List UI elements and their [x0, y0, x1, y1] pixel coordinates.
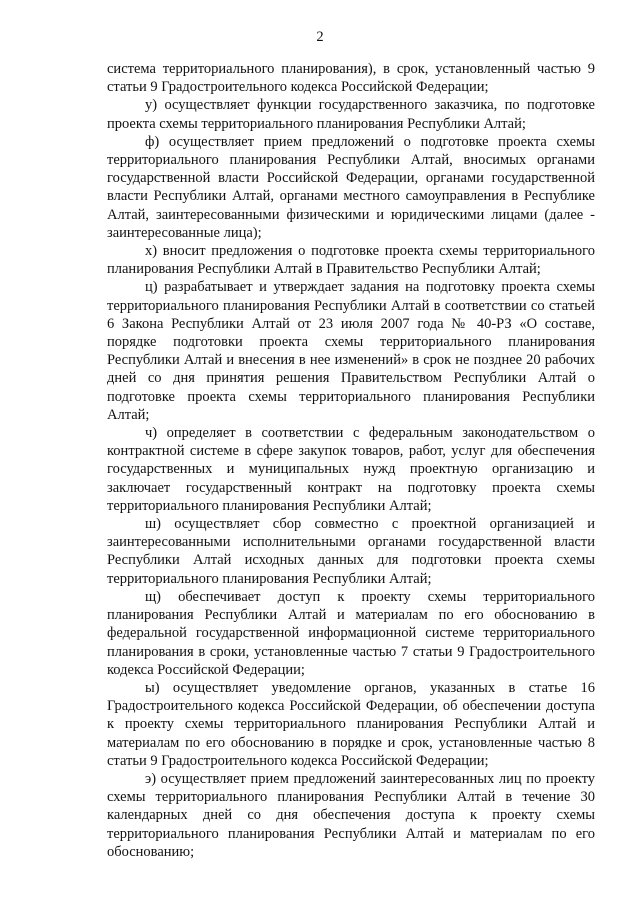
- paragraph-item-ts: ц) разрабатывает и утверждает задания на подготовку проекта схемы территориального планирования Республики Алтай в соответствии со статьей 6 Закона Республики Алтай от 23 июля 2007 года № 40-РЗ «О составе, порядке подготовки проекта схемы территориального планирования Республики Алтай и внесения в нее изменений» в срок не позднее 20 рабочих дней со дня принятия решения Правительством Республики Алтай о подготовке проекта схемы территориального планирования Республики Алтай;: [107, 279, 595, 423]
- paragraph-item-shch: щ) обеспечивает доступ к проекту схемы территориального планирования Республики Алтай и материалам по его обоснованию в федеральной государственной информационной системе территориального планирования в сроки, установленные частью 7 статьи 9 Градостроительного кодекса Российской Федерации;: [107, 588, 595, 678]
- paragraph-item-e: э) осуществляет прием предложений заинтересованных лиц по проекту схемы территориального планирования Республики Алтай в течение 30 календарных дней со дня обеспечения доступа к проекту схемы территориального планирования Республики Алтай и материалам по его обоснованию;: [107, 770, 595, 860]
- paragraph-continuation: система территориального планирования), в срок, установленный частью 9 статьи 9 Градостроительного кодекса Российской Федерации;: [107, 61, 595, 96]
- paragraph-item-kh: х) вносит предложения о подготовке проекта схемы территориального планирования Республики Алтай в Правительство Республики Алтай;: [107, 243, 595, 278]
- paragraph-item-sh: ш) осуществляет сбор совместно с проектной организацией и заинтересованными исполнительными органами государственной власти Республики Алтай исходных данных для подготовки проекта схемы территориального планирования Республики Алтай;: [107, 516, 595, 587]
- paragraph-item-y: ы) осуществляет уведомление органов, указанных в статье 16 Градостроительного кодекса Российской Федерации, об обеспечении доступа к проекту схемы территориального планирования Республики Алтай и материалам по его обоснованию в порядке и срок, установленные частью 8 статьи 9 Градостроительного кодекса Российской Федерации;: [107, 679, 595, 769]
- page-number: 2: [316, 29, 324, 45]
- paragraph-item-u: у) осуществляет функции государственного заказчика, по подготовке проекта схемы территориального планирования Республики Алтай;: [107, 97, 595, 132]
- paragraph-item-ch: ч) определяет в соответствии с федеральным законодательством о контрактной системе в сфере закупок товаров, работ, услуг для обеспечения государственных и муниципальных нужд проектную организацию и заключает государственный контракт на подготовку проекта схемы территориального планирования Республики Алтай;: [107, 425, 595, 514]
- paragraph-item-f: ф) осуществляет прием предложений о подготовке проекта схемы территориального планирования Республики Алтай, вносимых органами государственной власти Российской Федерации, органами государственной власти Республики Алтай, органами местного самоуправления в Республике Алтай, заинтересованными физическими и юридическими лицами (далее - заинтересованные лица);: [107, 133, 595, 241]
- document-body: [107, 60, 595, 861]
